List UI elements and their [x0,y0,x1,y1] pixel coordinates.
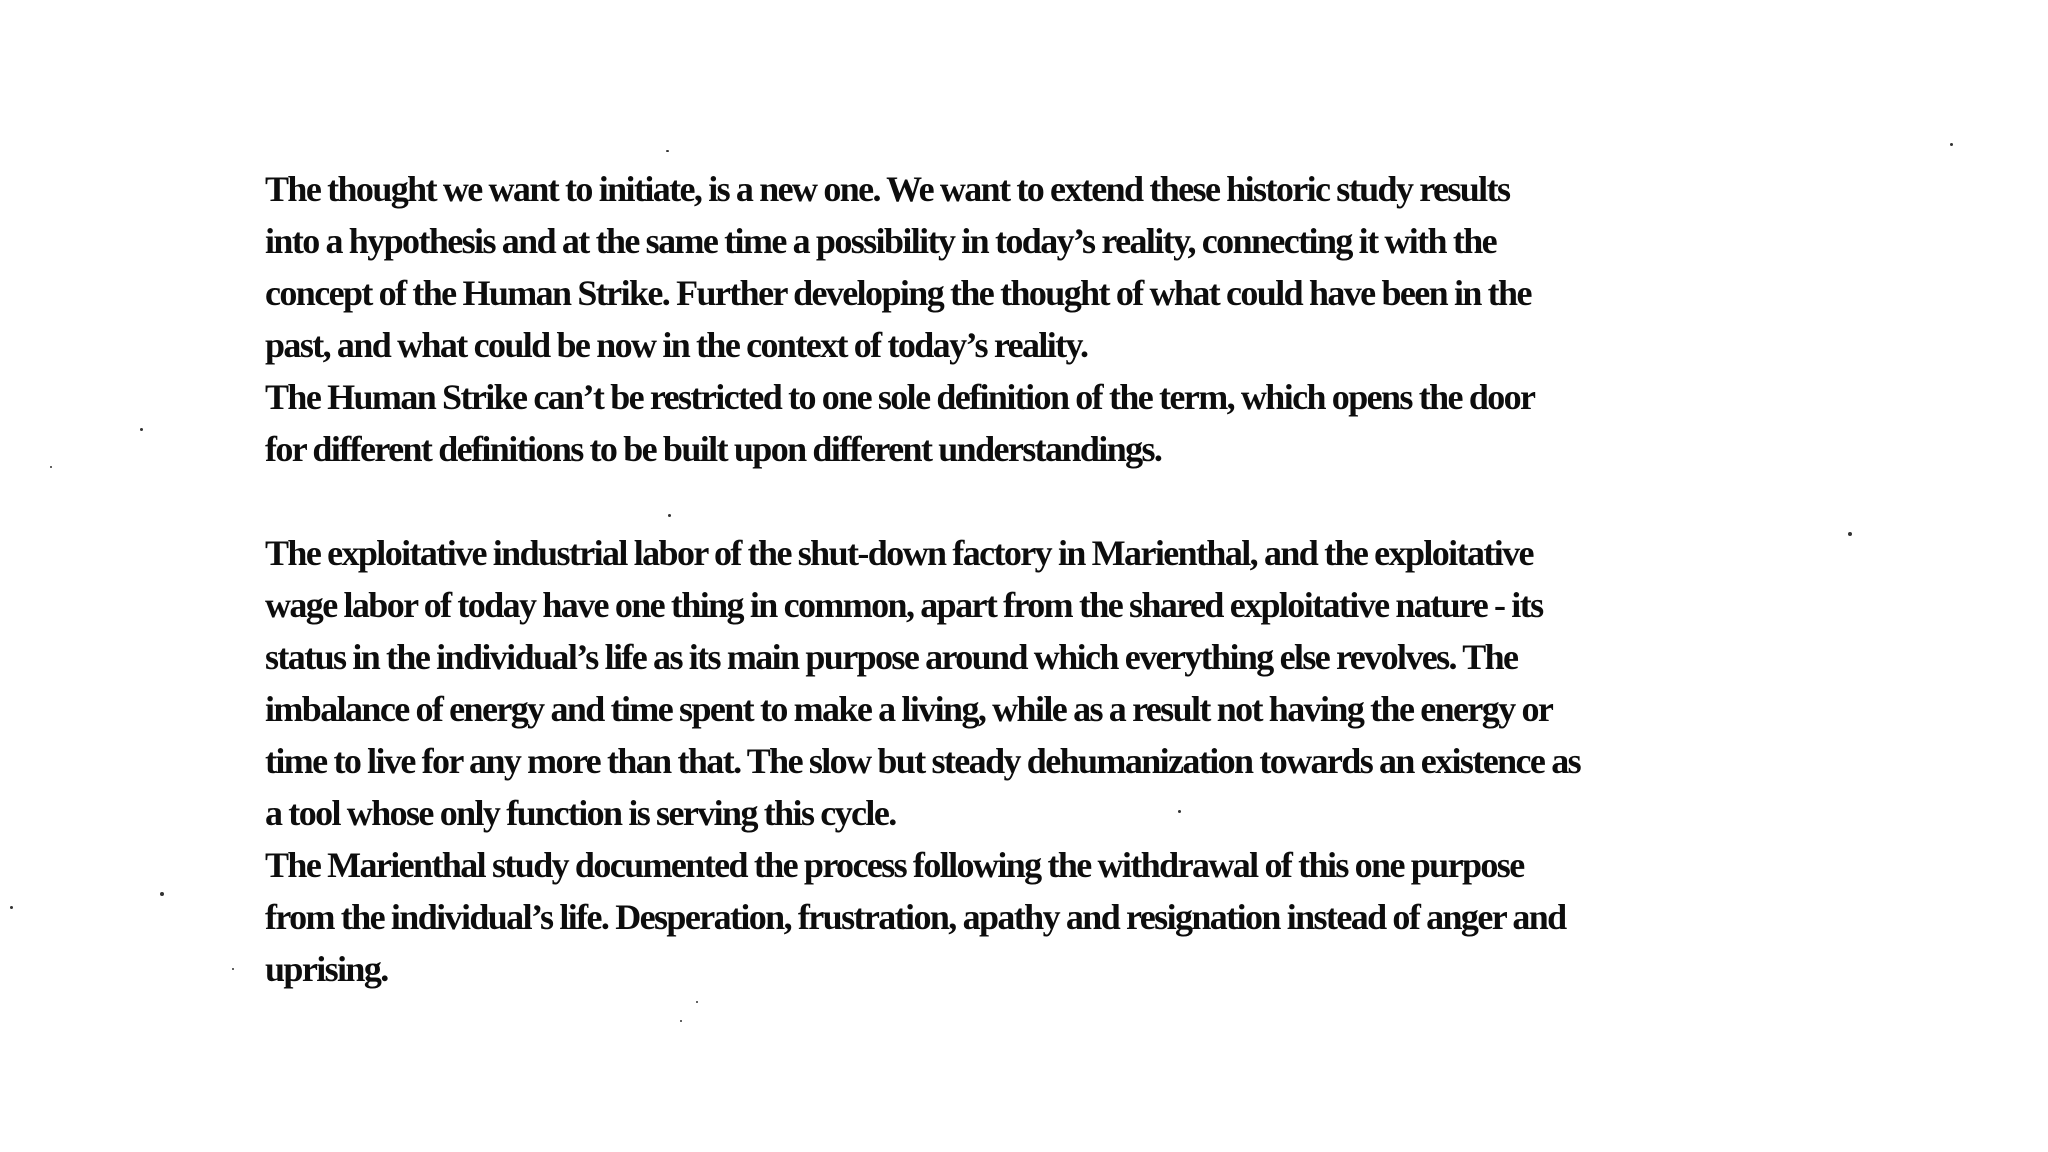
scan-speck [140,428,143,431]
text-line: The Marienthal study documented the process following the withdrawal of this one purpose [265,845,1524,885]
text-line: The thought we want to initiate, is a new one. We want to extend these historic study results [265,169,1510,209]
scan-speck [666,150,669,152]
scan-speck [232,968,234,970]
text-line: status in the individual’s life as its main purpose around which everything else revolves. The [265,637,1518,677]
text-line: The Human Strike can’t be restricted to one sole definition of the term, which opens the door [265,377,1535,417]
text-line: into a hypothesis and at the same time a possibility in today’s reality, connecting it with the [265,221,1497,261]
scan-speck [1178,810,1181,813]
text-line: The exploitative industrial labor of the shut-down factory in Marienthal, and the exploitative [265,533,1533,573]
scan-speck [50,466,52,468]
text-line: for different definitions to be built upon different understandings. [265,429,1162,469]
paragraph-2 [265,527,1825,995]
document-text [265,163,1825,995]
text-line: wage labor of today have one thing in common, apart from the shared exploitative nature - its [265,585,1543,625]
text-line: time to live for any more than that. The slow but steady dehumanization towards an existence as [265,741,1580,781]
text-line: imbalance of energy and time spent to make a living, while as a result not having the energy or [265,689,1553,729]
scan-speck [1950,143,1953,146]
text-line: concept of the Human Strike. Further developing the thought of what could have been in the [265,273,1531,313]
text-line: past, and what could be now in the context of today’s reality. [265,325,1088,365]
scan-speck [668,514,671,517]
text-line: from the individual’s life. Desperation, frustration, apathy and resignation instead of anger and [265,897,1566,937]
text-line: uprising. [265,949,388,989]
scan-speck [160,892,164,896]
scan-speck [680,1020,682,1022]
scan-speck [1848,532,1852,536]
paragraph-gap [265,475,1825,527]
paragraph-1 [265,163,1825,475]
scan-speck [696,1001,698,1003]
scan-speck [10,906,13,909]
text-line: a tool whose only function is serving this cycle. [265,793,896,833]
